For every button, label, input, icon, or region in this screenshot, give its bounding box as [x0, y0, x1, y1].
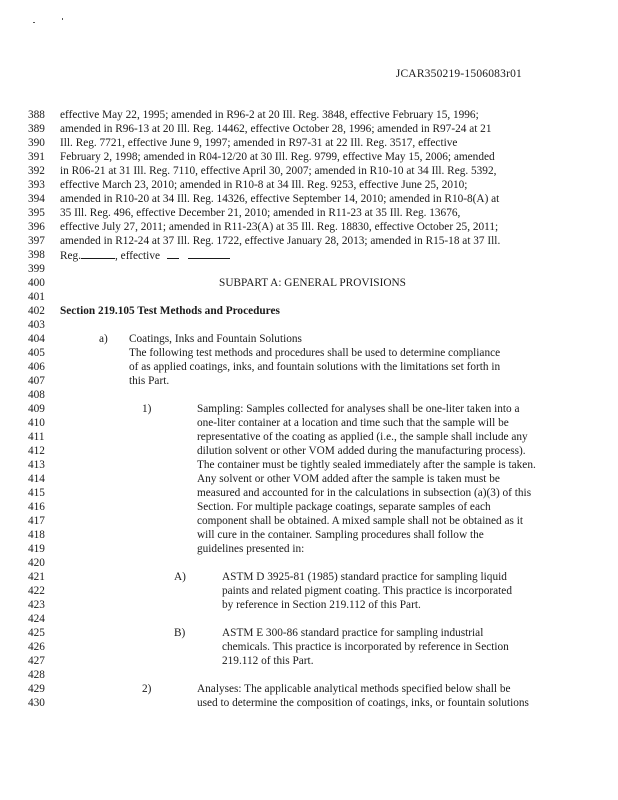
line-text: ASTM E 300-86 standard practice for sampling industrial	[222, 627, 484, 639]
line-number: 410	[28, 417, 45, 429]
date-blank-short	[167, 248, 179, 259]
line-393	[0, 178, 618, 192]
line-395	[0, 206, 618, 220]
line-number: 419	[28, 543, 45, 555]
line-text: representative of the coating as applied (i.e., the sample shall include any	[197, 431, 528, 443]
line-391	[0, 150, 618, 164]
line-text: Section. For multiple package coatings, separate samples of each	[197, 501, 491, 513]
line-text: amended in R10-20 at 34 Ill. Reg. 14326, effective September 14, 2010; amended in R10-8(A) at	[60, 193, 500, 205]
line-404	[0, 332, 618, 346]
line-411	[0, 430, 618, 444]
line-400	[0, 276, 618, 290]
line-text: of as applied coatings, inks, and fountain solutions with the limitations set forth in	[129, 361, 501, 373]
reg-blank	[81, 248, 115, 259]
line-409	[0, 402, 618, 416]
scan-speck	[33, 22, 35, 23]
subsection-marker: B)	[174, 627, 186, 639]
line-421	[0, 570, 618, 584]
line-number: 391	[28, 151, 45, 163]
line-text	[60, 248, 588, 263]
line-number: 413	[28, 459, 45, 471]
date-blank	[188, 248, 230, 259]
line-422	[0, 584, 618, 598]
line-text: will cure in the container. Sampling procedures shall follow the	[197, 529, 484, 541]
line-text: amended in R96-13 at 20 Ill. Reg. 14462, effective October 28, 1996; amended in R97-24 at 21	[60, 123, 492, 135]
line-number: 396	[28, 221, 45, 233]
line-402	[0, 304, 618, 318]
line-number: 416	[28, 501, 45, 513]
line-number: 429	[28, 683, 45, 695]
line-text: Coatings, Inks and Fountain Solutions	[129, 333, 302, 345]
line-399	[0, 262, 618, 276]
line-number: 415	[28, 487, 45, 499]
line-number: 417	[28, 515, 45, 527]
line-number: 426	[28, 641, 45, 653]
line-number: 399	[28, 263, 45, 275]
line-number: 421	[28, 571, 45, 583]
subsection-marker: 1)	[142, 403, 152, 415]
line-number: 409	[28, 403, 45, 415]
line-414	[0, 472, 618, 486]
line-text: measured and accounted for in the calculations in subsection (a)(3) of this	[197, 487, 532, 499]
line-398	[0, 248, 618, 262]
line-396	[0, 220, 618, 234]
line-text: paints and related pigment coating. This practice is incorporated	[222, 585, 512, 597]
line-number: 390	[28, 137, 45, 149]
line-420	[0, 556, 618, 570]
line-text: guidelines presented in:	[197, 543, 305, 555]
line-388	[0, 108, 618, 122]
subsection-marker: A)	[174, 571, 186, 583]
line-number: 404	[28, 333, 45, 345]
line-number: 405	[28, 347, 45, 359]
line-number: 394	[28, 193, 45, 205]
line-430	[0, 696, 618, 710]
line-410	[0, 416, 618, 430]
line-number: 412	[28, 445, 45, 457]
line-number: 411	[28, 431, 45, 443]
line-text: dilution solvent or other VOM added during the manufacturing process).	[197, 445, 526, 457]
subsection-marker: a)	[99, 333, 108, 345]
subpart-heading: SUBPART A: GENERAL PROVISIONS	[219, 277, 406, 289]
line-number: 420	[28, 557, 45, 569]
line-429	[0, 682, 618, 696]
line-397	[0, 234, 618, 248]
line-text: Ill. Reg. 7721, effective June 9, 1997; amended in R97-31 at 22 Ill. Reg. 3517, effective	[60, 137, 458, 149]
line-text: ASTM D 3925-81 (1985) standard practice for sampling liquid	[222, 571, 507, 583]
line-text: 219.112 of this Part.	[222, 655, 314, 667]
line-text: effective July 27, 2011; amended in R11-23(A) at 35 Ill. Reg. 18830, effective October 25, 2011;	[60, 221, 499, 233]
line-text: Any solvent or other VOM added after the sample is taken must be	[197, 473, 500, 485]
line-text: chemicals. This practice is incorporated by reference in Section	[222, 641, 509, 653]
line-text: Sampling: Samples collected for analyses shall be one-liter taken into a	[197, 403, 520, 415]
line-number: 389	[28, 123, 45, 135]
scan-speck	[62, 18, 63, 20]
line-416	[0, 500, 618, 514]
line-426	[0, 640, 618, 654]
document-id: JCAR350219-1506083r01	[395, 68, 522, 80]
line-number: 430	[28, 697, 45, 709]
effective-label: , effective	[115, 250, 160, 262]
line-text: 35 Ill. Reg. 496, effective December 21, 2010; amended in R11-23 at 35 Ill. Reg. 13676,	[60, 207, 461, 219]
line-number: 418	[28, 529, 45, 541]
line-text: effective March 23, 2010; amended in R10-8 at 34 Ill. Reg. 9253, effective June 25, 2010;	[60, 179, 468, 191]
line-number: 401	[28, 291, 45, 303]
section-heading: Section 219.105 Test Methods and Procedures	[60, 305, 280, 317]
line-408	[0, 388, 618, 402]
line-text: February 2, 1998; amended in R04-12/20 at 30 Ill. Reg. 9799, effective May 15, 2006; amended	[60, 151, 495, 163]
line-number: 398	[28, 249, 45, 261]
line-424	[0, 612, 618, 626]
line-text: amended in R12-24 at 37 Ill. Reg. 1722, effective January 28, 2013; amended in R15-18 at 37 Ill.	[60, 235, 501, 247]
line-412	[0, 444, 618, 458]
line-number: 408	[28, 389, 45, 401]
line-389	[0, 122, 618, 136]
line-text: by reference in Section 219.112 of this Part.	[222, 599, 421, 611]
line-text: The following test methods and procedures shall be used to determine compliance	[129, 347, 501, 359]
line-number: 423	[28, 599, 45, 611]
line-392	[0, 164, 618, 178]
line-number: 428	[28, 669, 45, 681]
line-text: The container must be tightly sealed immediately after the sample is taken.	[197, 459, 536, 471]
line-number: 407	[28, 375, 45, 387]
line-text: effective May 22, 1995; amended in R96-2 at 20 Ill. Reg. 3848, effective February 15, 1996;	[60, 109, 479, 121]
line-427	[0, 654, 618, 668]
line-407	[0, 374, 618, 388]
reg-label: Reg.	[60, 250, 82, 262]
line-415	[0, 486, 618, 500]
line-number: 427	[28, 655, 45, 667]
line-number: 422	[28, 585, 45, 597]
line-number: 393	[28, 179, 45, 191]
line-423	[0, 598, 618, 612]
line-number: 392	[28, 165, 45, 177]
line-text: in R06-21 at 31 Ill. Reg. 7110, effective April 30, 2007; amended in R10-10 at 34 Ill. Reg. 5392,	[60, 165, 497, 177]
line-number: 406	[28, 361, 45, 373]
line-number: 414	[28, 473, 45, 485]
line-text: component shall be obtained. A mixed sample shall not be obtained as it	[197, 515, 523, 527]
line-text: used to determine the composition of coatings, inks, or fountain solutions	[197, 697, 529, 709]
line-number: 400	[28, 277, 45, 289]
subsection-marker: 2)	[142, 683, 152, 695]
line-number: 388	[28, 109, 45, 121]
line-417	[0, 514, 618, 528]
line-419	[0, 542, 618, 556]
line-428	[0, 668, 618, 682]
line-text: Analyses: The applicable analytical methods specified below shall be	[197, 683, 511, 695]
line-425	[0, 626, 618, 640]
line-number: 424	[28, 613, 45, 625]
line-394	[0, 192, 618, 206]
line-403	[0, 318, 618, 332]
line-number: 403	[28, 319, 45, 331]
line-text: one-liter container at a location and time such that the sample will be	[197, 417, 509, 429]
line-text: this Part.	[129, 375, 170, 387]
line-405	[0, 346, 618, 360]
line-406	[0, 360, 618, 374]
line-390	[0, 136, 618, 150]
line-number: 395	[28, 207, 45, 219]
line-number: 397	[28, 235, 45, 247]
line-413	[0, 458, 618, 472]
line-401	[0, 290, 618, 304]
line-418	[0, 528, 618, 542]
line-number: 425	[28, 627, 45, 639]
line-number: 402	[28, 305, 45, 317]
